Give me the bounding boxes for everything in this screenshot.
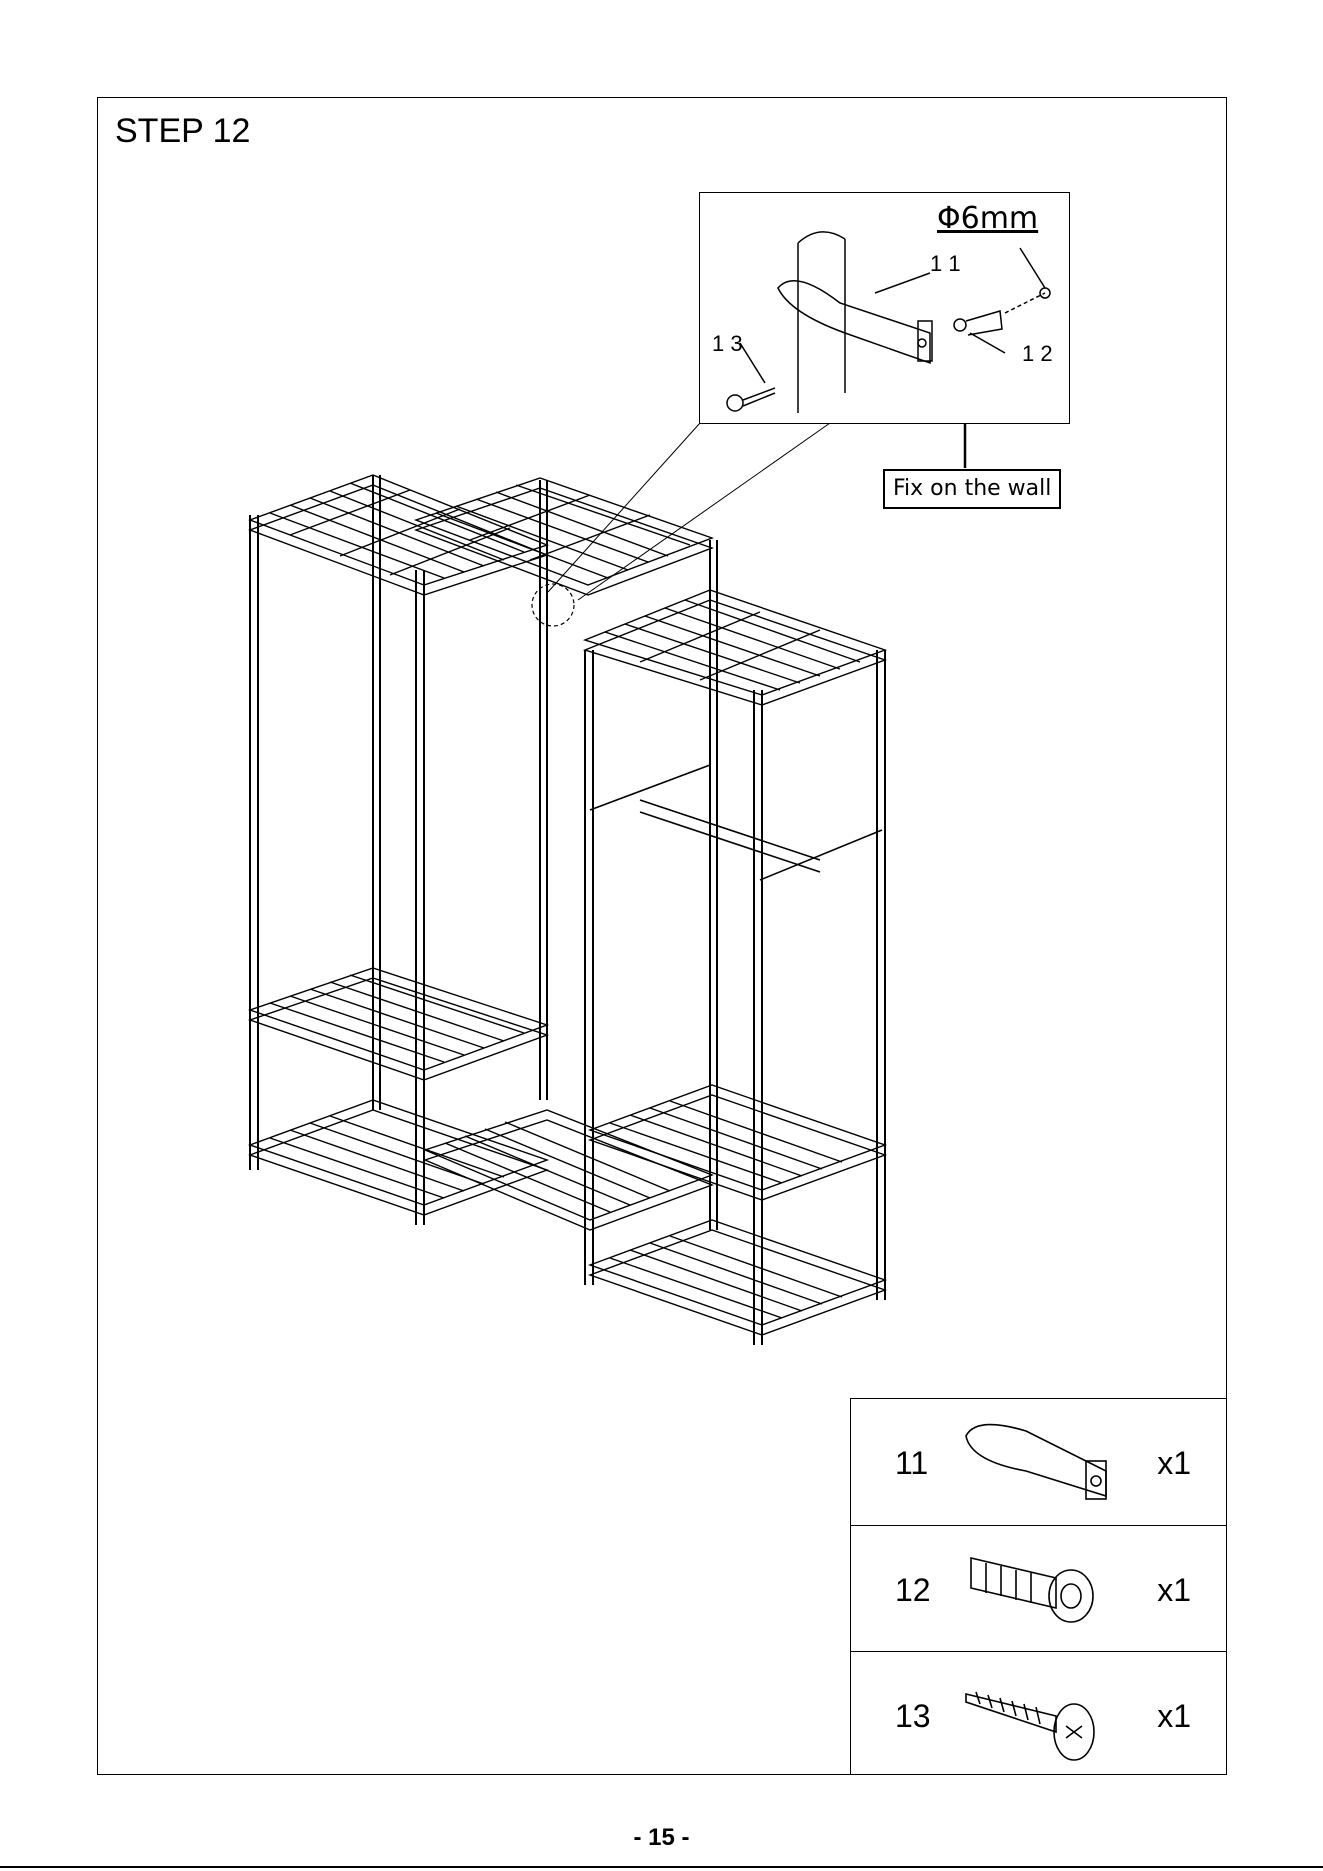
page-bottom-rule <box>0 1866 1323 1868</box>
parts-list <box>850 1398 1227 1775</box>
wall-anchor-icon <box>956 1538 1116 1638</box>
part-row-11 <box>851 1399 1227 1525</box>
part-callout-11: 1 1 <box>930 251 961 276</box>
part-id: 13 <box>895 1698 931 1734</box>
shelf-bottom-middle <box>425 1110 712 1230</box>
shelf-top-right <box>585 590 885 705</box>
screw-icon <box>956 1664 1116 1774</box>
fix-on-wall-callout: Fix on the wall <box>883 469 1061 509</box>
shelf-lower-left <box>250 968 547 1080</box>
part-qty: x1 <box>1157 1698 1191 1734</box>
shelf-bottom-right <box>590 1220 885 1335</box>
part-id: 12 <box>895 1572 931 1608</box>
part-row-12 <box>851 1525 1227 1651</box>
page-number: - 15 - <box>633 1824 690 1851</box>
part-callout-13: 1 3 <box>712 331 743 356</box>
drill-size-label: Φ6mm <box>937 201 1039 236</box>
part-qty: x1 <box>1157 1572 1191 1608</box>
hanging-rod <box>590 765 882 880</box>
left-tower <box>250 475 547 1225</box>
shelf-bottom-left <box>250 1100 547 1215</box>
wall-strap-icon <box>956 1411 1116 1511</box>
detail-inset <box>699 192 1070 424</box>
shelf-top-left <box>250 475 547 595</box>
part-qty: x1 <box>1157 1445 1191 1481</box>
shelf-lower-right <box>590 1085 885 1200</box>
part-id: 11 <box>895 1445 929 1481</box>
part-row-13 <box>851 1651 1227 1777</box>
step-title: STEP 12 <box>115 112 251 150</box>
part-callout-12: 1 2 <box>1022 341 1053 366</box>
